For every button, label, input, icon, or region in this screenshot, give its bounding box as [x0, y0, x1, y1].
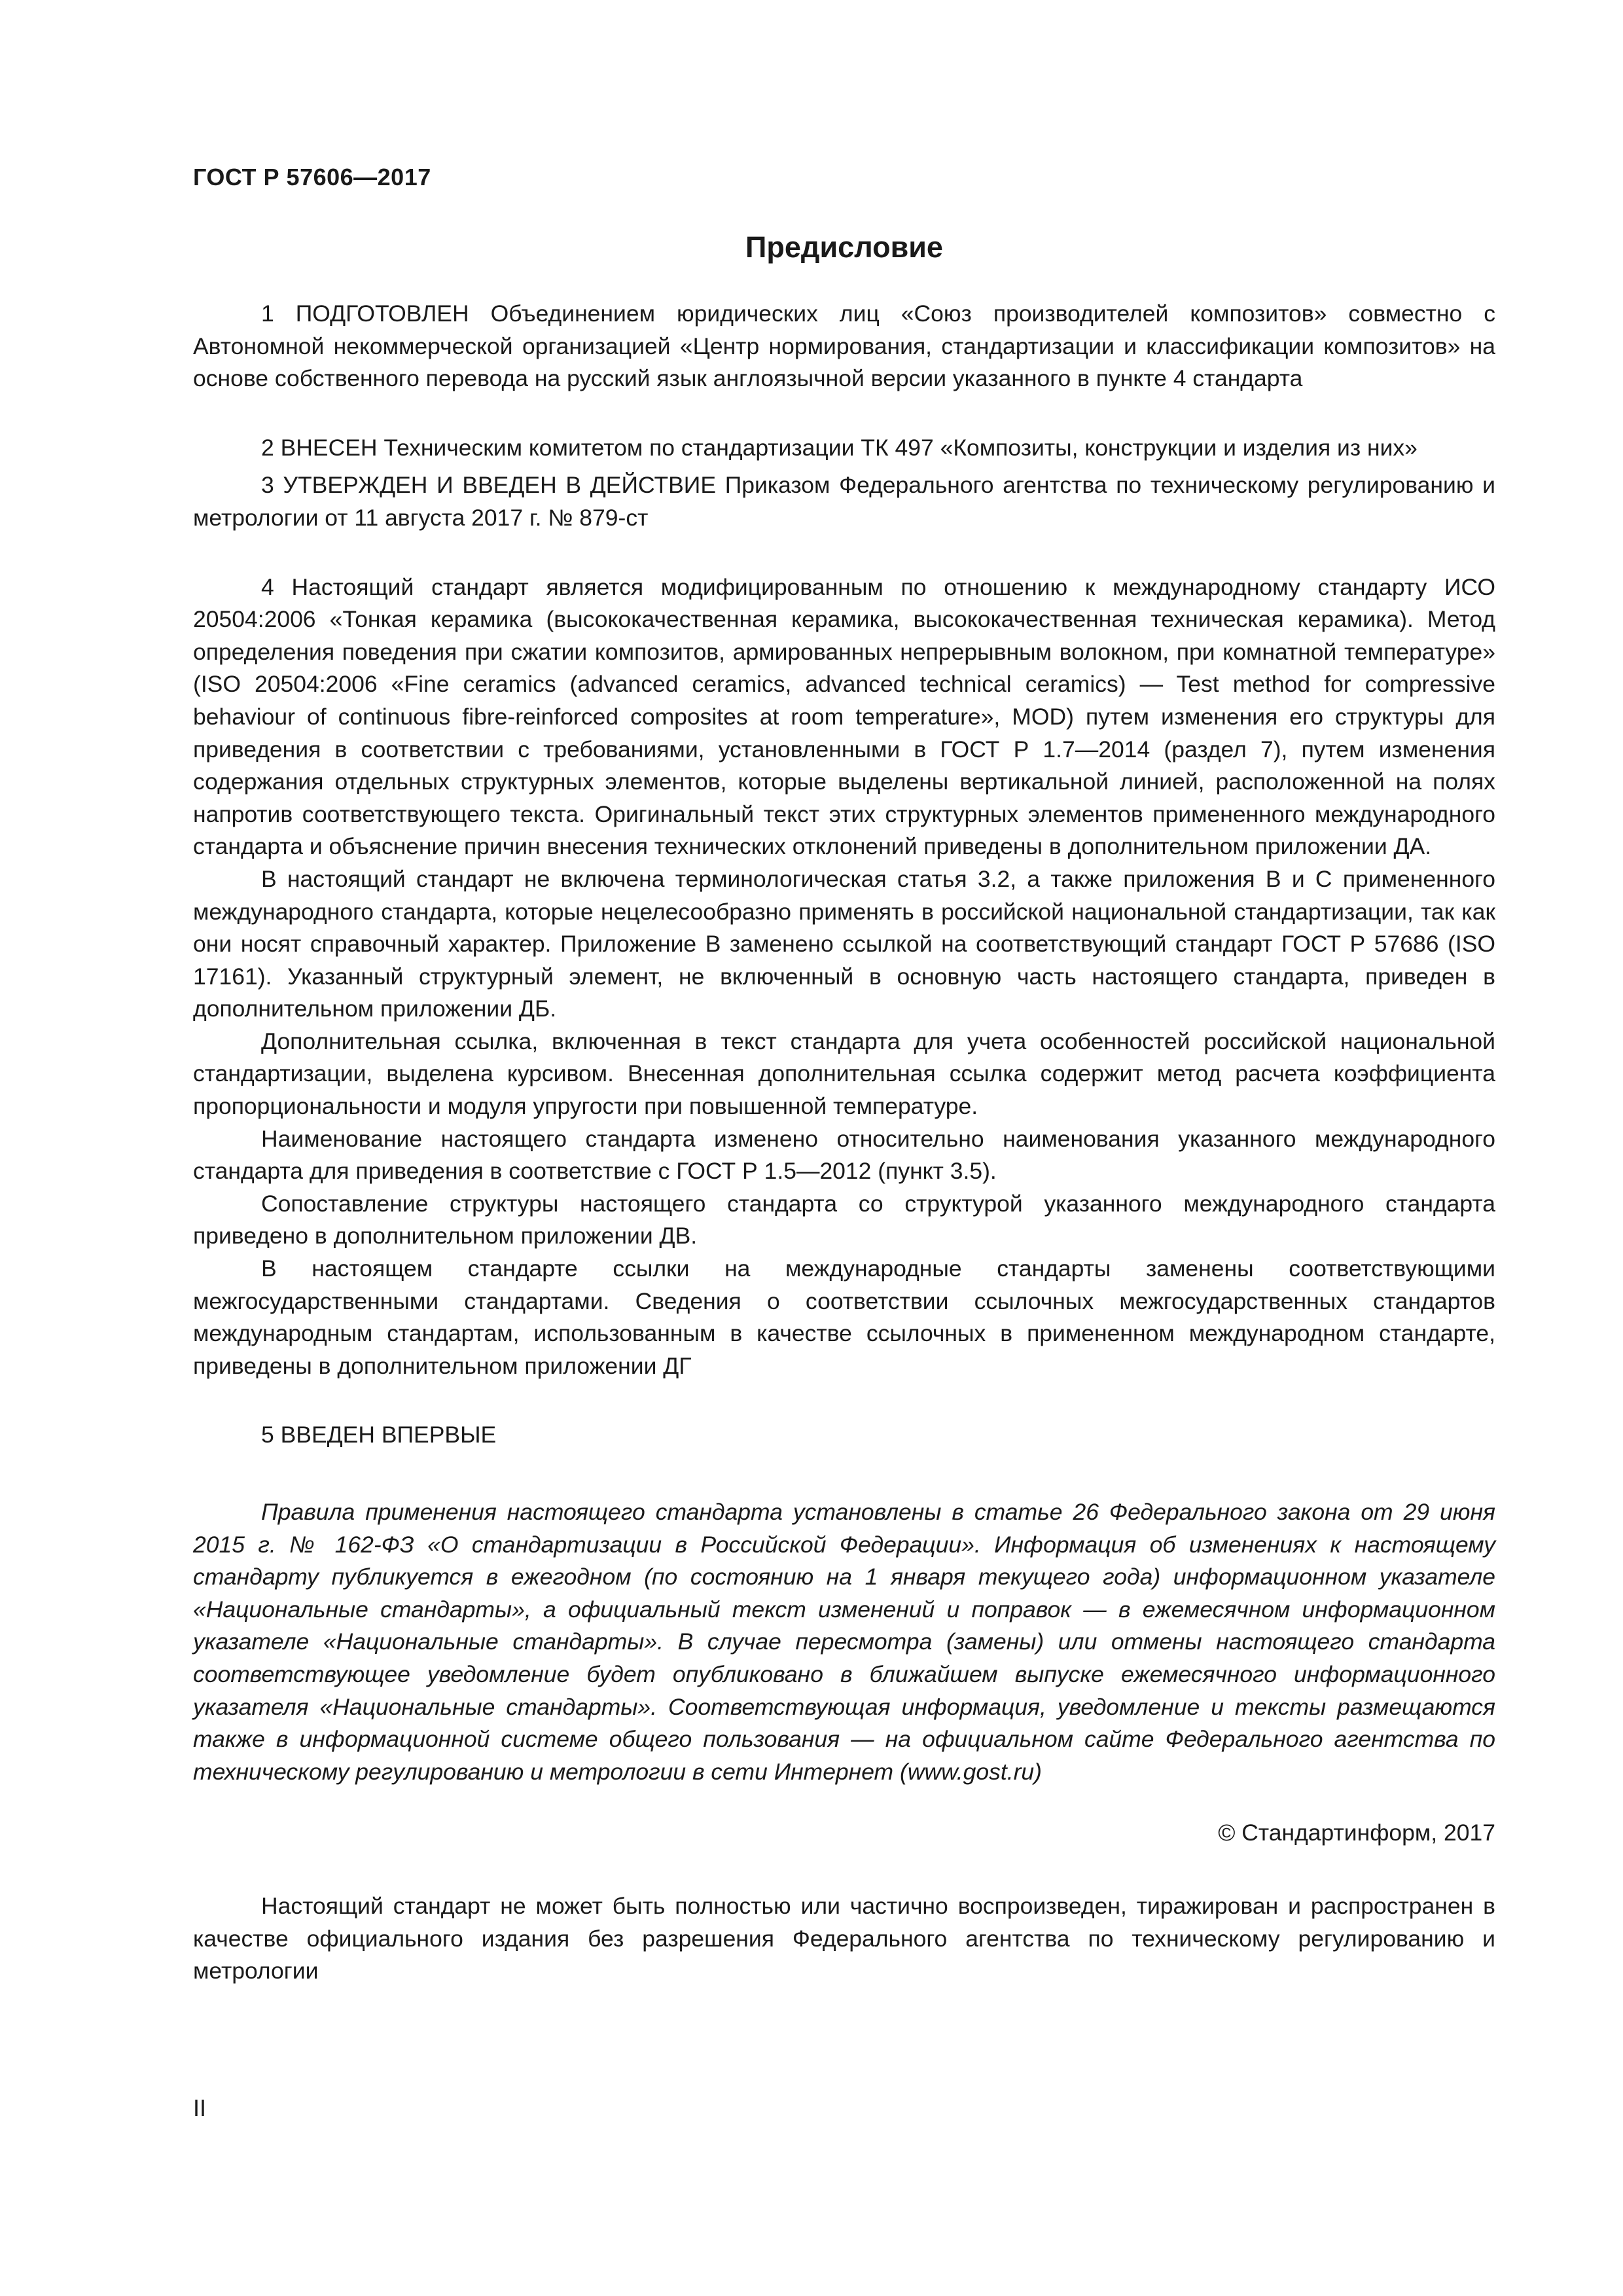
preface-item-4: 4 Настоящий стандарт является модифицированным по отношению к международному стандарту ИСО 20504:2006 «Тонкая керамика (высококачественная керамика, высококачественная техническая керамика). Метод определения поведения при сжатии композитов, армированных непрерывным волокном, при комнатной температуре» (ISO 20504:2006 «Fine ceramics (advanced ceramics, advanced technical ceramics) — Test method for compressive behaviour of continuous fibre-reinforced composites at room temperature», MOD) путем изменения его структуры для приведения в соответствии с требованиями, установленными в ГОСТ Р 1.7—2014 (раздел 7), путем изменения содержания отдельных структурных элементов, которые выделены вертикальной линией, расположенной на полях напротив соответствующего текста. Оригинальный текст этих структурных элементов примененного международного стандарта и объяснение причин внесения технических отклонений приведены в дополнительном приложении ДА. [193, 573, 1495, 860]
preface-item-4-paragraph-6: В настоящем стандарте ссылки на международные стандарты заменены соответствующими межгосударственными стандартами. Сведения о соответствии ссылочных межгосударственных стандартов международным стандартам, использованным в качестве ссылочных в примененном международном стандарте, приведены в дополнительном приложении ДГ [193, 1255, 1495, 1379]
preface-item-4-paragraph-4: Наименование настоящего стандарта изменено относительно наименования указанного международного стандарта для приведения в соответствие с ГОСТ Р 1.5—2012 (пункт 3.5). [193, 1125, 1495, 1185]
preface-item-4-paragraph-5: Сопоставление структуры настоящего стандарта со структурой указанного международного стандарта приведено в дополнительном приложении ДВ. [193, 1190, 1495, 1249]
copyright-line: © Стандартинформ, 2017 [1218, 1820, 1495, 1846]
reproduction-notice: Настоящий стандарт не может быть полностью или частично воспроизведен, тиражирован и распространен в качестве официального издания без разрешения Федерального агентства по техническому регулированию и метрологии [193, 1892, 1495, 1984]
preface-item-5: 5 ВВЕДЕН ВПЕРВЫЕ [261, 1422, 497, 1448]
preface-item-2: 2 ВНЕСЕН Техническим комитетом по стандартизации ТК 497 «Композиты, конструкции и изделия из них» [261, 434, 1418, 461]
preface-item-3: 3 УТВЕРЖДЕН И ВВЕДЕН В ДЕЙСТВИЕ Приказом Федерального агентства по техническому регулированию и метрологии от 11 августа 2017 г. № 879-ст [193, 472, 1495, 531]
preface-item-4-paragraph-3: Дополнительная ссылка, включенная в текст стандарта для учета особенностей российской национальной стандартизации, выделена курсивом. Внесенная дополнительная ссылка содержит метод расчета коэффициента пропорциональности и модуля упругости при повышенной температуре. [193, 1028, 1495, 1120]
page-number: II [193, 2094, 207, 2121]
preface-item-1: 1 ПОДГОТОВЛЕН Объединением юридических лиц «Союз производителей композитов» совместно с Автономной некоммерческой организацией «Центр нормирования, стандартизации и классификации композитов» на основе собственного перевода на русский язык англоязычной версии указанного в пункте 4 стандарта [193, 300, 1495, 392]
application-rules-note: Правила применения настоящего стандарта установлены в статье 26 Федерального закона от 29 июня 2015 г. № 162-ФЗ «О стандартизации в Российской Федерации». Информация об изменениях к настоящему стандарту публикуется в ежегодном (по состоянию на 1 января текущего года) информационном указателе «Национальные стандарты», а официальный текст изменений и поправок — в ежемесячном информационном указателе «Национальные стандарты». В случае пересмотра (замены) или отмены настоящего стандарта соответствующее уведомление будет опубликовано в ближайшем выпуске ежемесячного информационного указателя «Национальные стандарты». Соответствующая информация, уведомление и тексты размещаются также в информационной системе общего пользования — на официальном сайте Федерального агентства по техническому регулированию и метрологии в сети Интернет (www.gost.ru) [193, 1499, 1495, 1785]
page-title: Предисловие [745, 230, 943, 264]
preface-item-4-paragraph-2: В настоящий стандарт не включена терминологическая статья 3.2, а также приложения В и С примененного международного стандарта, которые нецелесообразно применять в российской национальной стандартизации, так как они носят справочный характер. Приложение В заменено ссылкой на соответствующий стандарт ГОСТ Р 57686 (ISO 17161). Указанный структурный элемент, не включенный в основную часть настоящего стандарта, приведен в дополнительном приложении ДБ. [193, 865, 1495, 1022]
preface-content [193, 298, 1495, 1988]
document-code: ГОСТ Р 57606—2017 [193, 164, 431, 190]
